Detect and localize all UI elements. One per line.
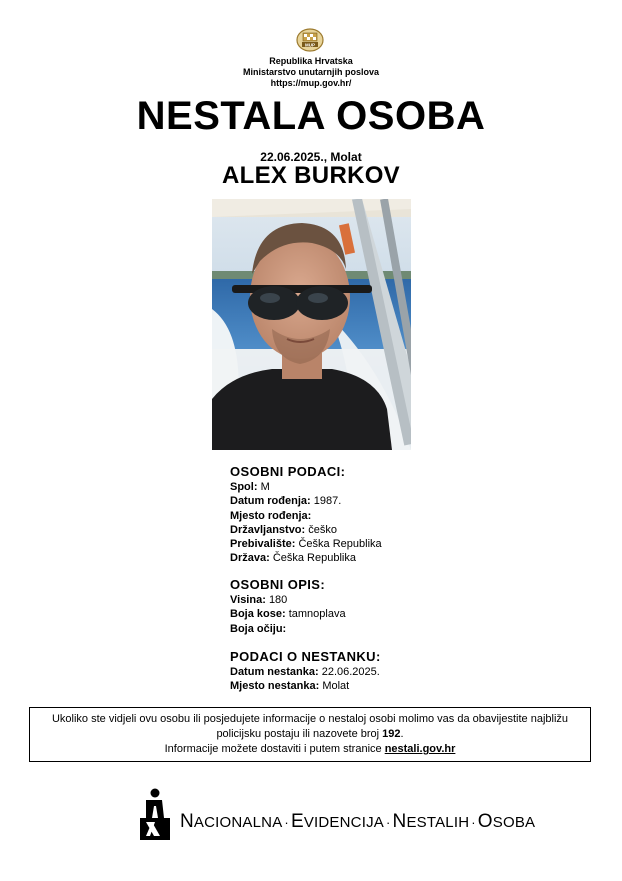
header-ministry: Ministarstvo unutarnjih poslova	[242, 67, 379, 77]
coat-of-arms-icon	[296, 28, 324, 52]
notice-line-3	[30, 742, 590, 757]
registry-name	[180, 811, 535, 833]
notice-text: policijsku postaju ili nazovete broj	[216, 728, 383, 740]
detail-label: Visina:	[230, 594, 266, 606]
registry-word: ESTALIH	[406, 814, 470, 831]
detail-row	[230, 665, 381, 679]
registry-word: SOBA	[492, 814, 536, 831]
nestali-link[interactable]: nestali.gov.hr	[384, 743, 456, 755]
detail-value: Češka Republika	[272, 552, 356, 565]
detail-label: Datum nestanka:	[230, 666, 319, 678]
detail-value: Češka Republika	[298, 538, 382, 551]
registry-word: VIDENCIJA	[303, 814, 384, 831]
detail-value: 22.06.2025.	[321, 666, 380, 678]
detail-value: češko	[308, 523, 338, 536]
registry-separator: ·	[471, 815, 476, 830]
notice-line-2	[30, 727, 590, 742]
date-place: 22.06.2025., Molat	[260, 150, 362, 164]
poster-title: NESTALA OSOBA	[136, 94, 486, 138]
detail-row	[230, 480, 382, 494]
detail-label: Državljanstvo:	[230, 523, 306, 536]
registry-word-initial: E	[290, 811, 304, 832]
detail-label: Prebivalište:	[230, 538, 296, 551]
detail-row	[230, 593, 346, 607]
detail-row	[230, 537, 382, 551]
disappearance-heading: PODACI O NESTANKU:	[230, 649, 381, 664]
detail-row	[230, 509, 382, 523]
detail-row	[230, 494, 382, 508]
detail-label: Mjesto nestanka:	[230, 680, 320, 693]
detail-label: Boja očiju:	[230, 622, 287, 635]
registry-separator: ·	[284, 815, 289, 830]
notice-text: Informacije možete dostaviti i putem stranice	[164, 743, 385, 755]
description-section	[230, 576, 346, 636]
detail-row	[230, 551, 382, 565]
detail-label: Datum rođenja:	[230, 495, 311, 508]
personal-data-section	[230, 463, 382, 566]
description-heading: OSOBNI OPIS:	[230, 577, 326, 592]
person-name: ALEX BURKOV	[222, 162, 400, 189]
detail-value: Molat	[322, 680, 350, 693]
registry-separator: ·	[385, 815, 391, 830]
personal-data-heading: OSOBNI PODACI:	[230, 464, 346, 479]
detail-value: M	[260, 481, 270, 493]
detail-row	[230, 523, 382, 537]
person-photo	[212, 199, 411, 450]
header-url[interactable]: https://mup.gov.hr/	[270, 78, 352, 88]
registry-word-initial: N	[180, 811, 194, 832]
disappearance-section	[230, 648, 381, 694]
detail-row	[230, 622, 346, 636]
registry-word-initial: N	[392, 811, 407, 832]
police-number: 192	[382, 728, 401, 740]
header-country: Republika Hrvatska	[269, 56, 353, 66]
detail-row	[230, 607, 346, 621]
detail-label: Boja kose:	[230, 608, 286, 621]
walking-person-logo-icon	[138, 788, 172, 840]
detail-label: Spol:	[230, 481, 258, 493]
notice-line-1: Ukoliko ste vidjeli ovu osobu ili posjedujete informacije o nestaloj osobi molimo vas da obavijestite najbližu	[51, 713, 569, 725]
detail-label: Država:	[230, 552, 270, 565]
detail-value: 1987.	[313, 495, 342, 508]
detail-label: Mjesto rođenja:	[230, 509, 312, 522]
detail-value: tamnoplava	[288, 608, 346, 621]
detail-value: 180	[268, 594, 288, 606]
contact-notice	[29, 707, 591, 762]
registry-word: ACIONALNA	[193, 814, 283, 831]
detail-row	[230, 679, 381, 693]
notice-text: .	[400, 728, 404, 740]
emblem-text: MUP	[305, 42, 315, 48]
registry-word-initial: O	[477, 811, 493, 832]
